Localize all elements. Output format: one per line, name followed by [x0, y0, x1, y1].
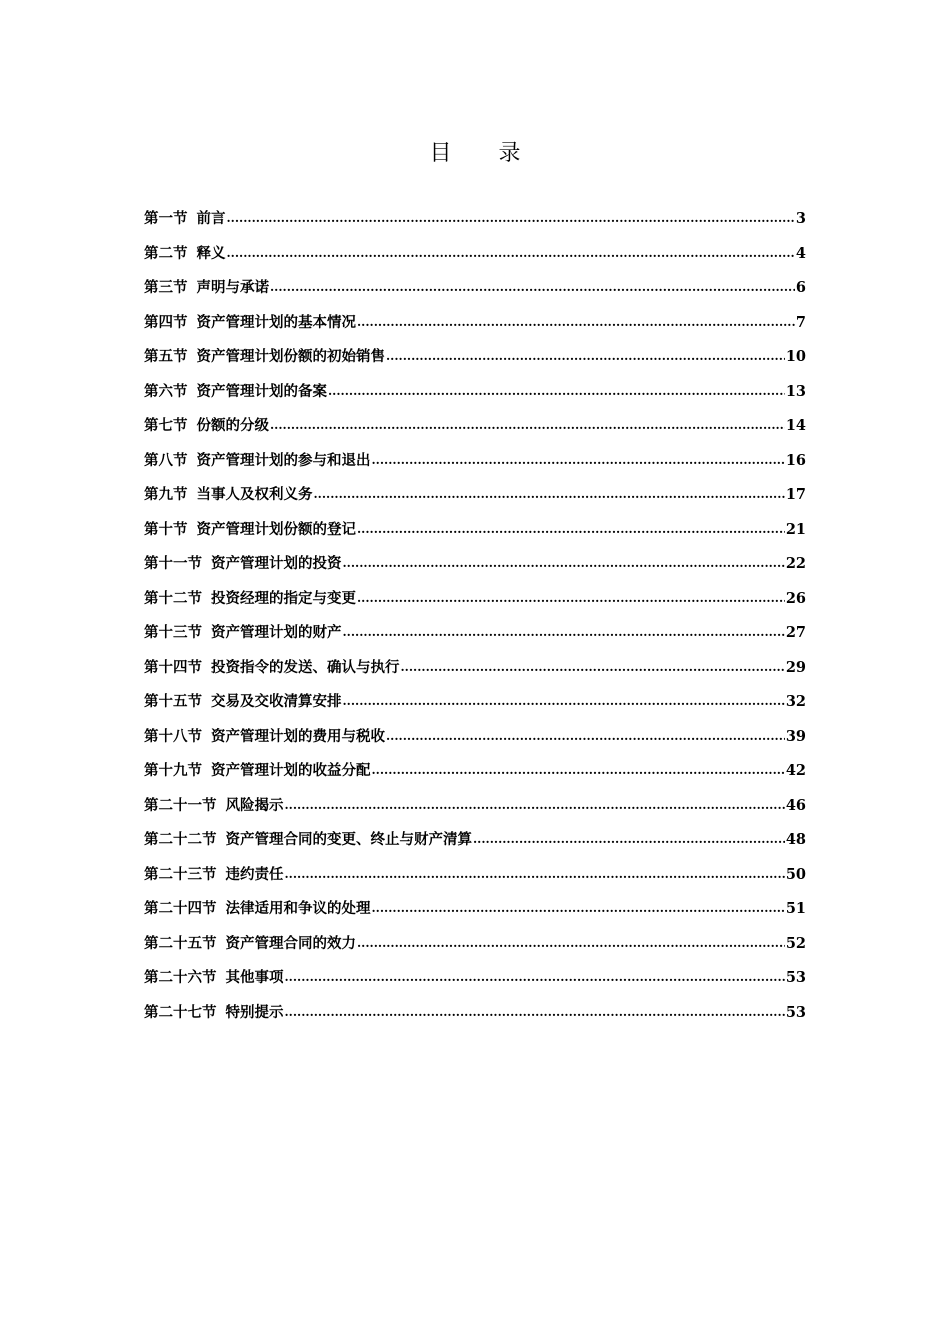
- toc-entry[interactable]: [144, 311, 806, 346]
- toc-page-number: 46: [785, 796, 806, 814]
- toc-section-number: 第三节: [144, 279, 188, 296]
- toc-dot-leader: [328, 382, 785, 399]
- toc-entry[interactable]: [144, 897, 806, 932]
- toc-page-number: 7: [795, 313, 806, 331]
- toc-list: [144, 207, 806, 1035]
- toc-dot-leader: [227, 244, 795, 261]
- toc-section-heading: 投资经理的指定与变更: [211, 589, 356, 607]
- toc-section-heading: 投资指令的发送、确认与执行: [211, 658, 400, 676]
- toc-dot-leader: [270, 278, 795, 295]
- toc-page-number: 42: [785, 762, 806, 779]
- toc-entry[interactable]: [144, 621, 806, 656]
- toc-page-number: 21: [785, 520, 806, 538]
- toc-entry[interactable]: [144, 449, 806, 484]
- toc-section-heading: 资产管理计划的收益分配: [211, 762, 371, 779]
- toc-entry[interactable]: [144, 380, 806, 415]
- toc-section-heading: 资产管理计划的备案: [196, 382, 327, 400]
- toc-page-number: 16: [785, 451, 806, 469]
- toc-page-number: 51: [785, 900, 806, 917]
- toc-section-heading: 风险揭示: [225, 796, 284, 814]
- toc-section-number: 第九节: [144, 486, 188, 503]
- toc-entry[interactable]: [144, 587, 806, 622]
- toc-entry[interactable]: [144, 690, 806, 725]
- toc-section-number: 第十一节: [144, 555, 202, 572]
- toc-dot-leader: [314, 485, 785, 502]
- toc-section-heading: 资产管理计划份额的初始销售: [196, 348, 385, 365]
- toc-dot-leader: [386, 347, 785, 364]
- toc-title: 目 录: [429, 141, 541, 166]
- toc-page-number: 4: [795, 244, 806, 262]
- toc-section-number: 第十二节: [144, 589, 202, 607]
- toc-page-number: 48: [785, 831, 806, 848]
- toc-page-number: 39: [785, 727, 806, 745]
- toc-section-number: 第二十一节: [144, 796, 217, 814]
- toc-section-heading: 资产管理计划的费用与税收: [211, 727, 385, 745]
- toc-entry[interactable]: [144, 276, 806, 311]
- toc-dot-leader: [270, 416, 785, 433]
- toc-entry[interactable]: [144, 345, 806, 380]
- toc-section-heading: 资产管理计划的财产: [211, 624, 342, 641]
- toc-entry[interactable]: [144, 552, 806, 587]
- toc-entry[interactable]: [144, 759, 806, 794]
- toc-entry[interactable]: [144, 483, 806, 518]
- toc-page-number: 52: [785, 934, 806, 952]
- toc-section-heading: 资产管理合同的变更、终止与财产清算: [225, 831, 472, 848]
- toc-entry[interactable]: [144, 207, 806, 242]
- toc-dot-leader: [227, 209, 795, 226]
- toc-section-number: 第五节: [144, 348, 188, 365]
- toc-dot-leader: [357, 589, 785, 606]
- toc-entry[interactable]: [144, 932, 806, 967]
- toc-section-heading: 其他事项: [225, 969, 284, 986]
- toc-page-number: 22: [785, 555, 806, 572]
- toc-section-number: 第二十三节: [144, 865, 217, 883]
- toc-page-number: 32: [785, 693, 806, 710]
- toc-page-number: 14: [785, 417, 806, 434]
- toc-section-heading: 前言: [196, 210, 226, 227]
- toc-dot-leader: [285, 968, 785, 985]
- toc-section-number: 第一节: [144, 210, 188, 227]
- toc-dot-leader: [386, 727, 785, 744]
- toc-section-heading: 资产管理计划的基本情况: [196, 313, 356, 331]
- toc-page-number: 29: [785, 658, 806, 676]
- toc-section-number: 第二节: [144, 244, 188, 262]
- toc-dot-leader: [372, 451, 785, 468]
- toc-dot-leader: [372, 761, 785, 778]
- toc-page-number: 26: [785, 589, 806, 607]
- toc-section-number: 第十九节: [144, 762, 202, 779]
- toc-section-number: 第二十六节: [144, 969, 217, 986]
- toc-entry[interactable]: [144, 794, 806, 829]
- toc-section-number: 第二十四节: [144, 900, 217, 917]
- toc-page-number: 53: [785, 969, 806, 986]
- toc-entry[interactable]: [144, 1001, 806, 1036]
- toc-dot-leader: [285, 796, 785, 813]
- toc-section-heading: 违约责任: [225, 865, 284, 883]
- toc-entry[interactable]: [144, 966, 806, 1001]
- toc-dot-leader: [357, 313, 795, 330]
- toc-section-number: 第二十七节: [144, 1003, 217, 1021]
- toc-dot-leader: [357, 934, 785, 951]
- toc-section-number: 第十五节: [144, 693, 202, 710]
- toc-section-heading: 份额的分级: [196, 417, 269, 434]
- toc-entry[interactable]: [144, 863, 806, 898]
- toc-dot-leader: [357, 520, 785, 537]
- toc-page-number: 3: [795, 210, 806, 227]
- toc-section-heading: 释义: [196, 244, 226, 262]
- toc-page-number: 10: [785, 348, 806, 365]
- toc-section-number: 第六节: [144, 382, 188, 400]
- toc-section-number: 第十节: [144, 520, 188, 538]
- toc-dot-leader: [372, 899, 785, 916]
- toc-section-heading: 特别提示: [225, 1003, 284, 1021]
- toc-dot-leader: [473, 830, 785, 847]
- toc-section-number: 第八节: [144, 451, 188, 469]
- toc-page-number: 27: [785, 624, 806, 641]
- toc-section-number: 第四节: [144, 313, 188, 331]
- toc-entry[interactable]: [144, 414, 806, 449]
- toc-entry[interactable]: [144, 242, 806, 277]
- toc-section-heading: 当事人及权利义务: [196, 486, 313, 503]
- toc-section-number: 第十八节: [144, 727, 202, 745]
- toc-section-heading: 资产管理合同的效力: [225, 934, 356, 952]
- toc-page-number: 50: [785, 865, 806, 883]
- toc-section-heading: 资产管理计划的投资: [211, 555, 342, 572]
- toc-section-number: 第二十二节: [144, 831, 217, 848]
- toc-dot-leader: [285, 1003, 785, 1020]
- toc-section-number: 第十三节: [144, 624, 202, 641]
- toc-section-number: 第二十五节: [144, 934, 217, 952]
- toc-section-heading: 交易及交收清算安排: [211, 693, 342, 710]
- toc-entry[interactable]: [144, 656, 806, 691]
- toc-section-number: 第七节: [144, 417, 188, 434]
- toc-page-number: 6: [795, 279, 806, 296]
- toc-dot-leader: [343, 554, 785, 571]
- toc-entry[interactable]: [144, 725, 806, 760]
- toc-dot-leader: [343, 623, 785, 640]
- toc-section-heading: 资产管理计划份额的登记: [196, 520, 356, 538]
- toc-entry[interactable]: [144, 828, 806, 863]
- toc-page-number: 53: [785, 1003, 806, 1021]
- toc-section-heading: 资产管理计划的参与和退出: [196, 451, 371, 469]
- toc-section-heading: 声明与承诺: [196, 279, 269, 296]
- toc-dot-leader: [285, 865, 785, 882]
- toc-dot-leader: [401, 658, 785, 675]
- toc-dot-leader: [343, 692, 785, 709]
- toc-section-number: 第十四节: [144, 658, 202, 676]
- toc-section-heading: 法律适用和争议的处理: [225, 900, 371, 917]
- toc-page-number: 13: [785, 382, 806, 400]
- toc-entry[interactable]: [144, 518, 806, 553]
- toc-page-number: 17: [785, 486, 806, 503]
